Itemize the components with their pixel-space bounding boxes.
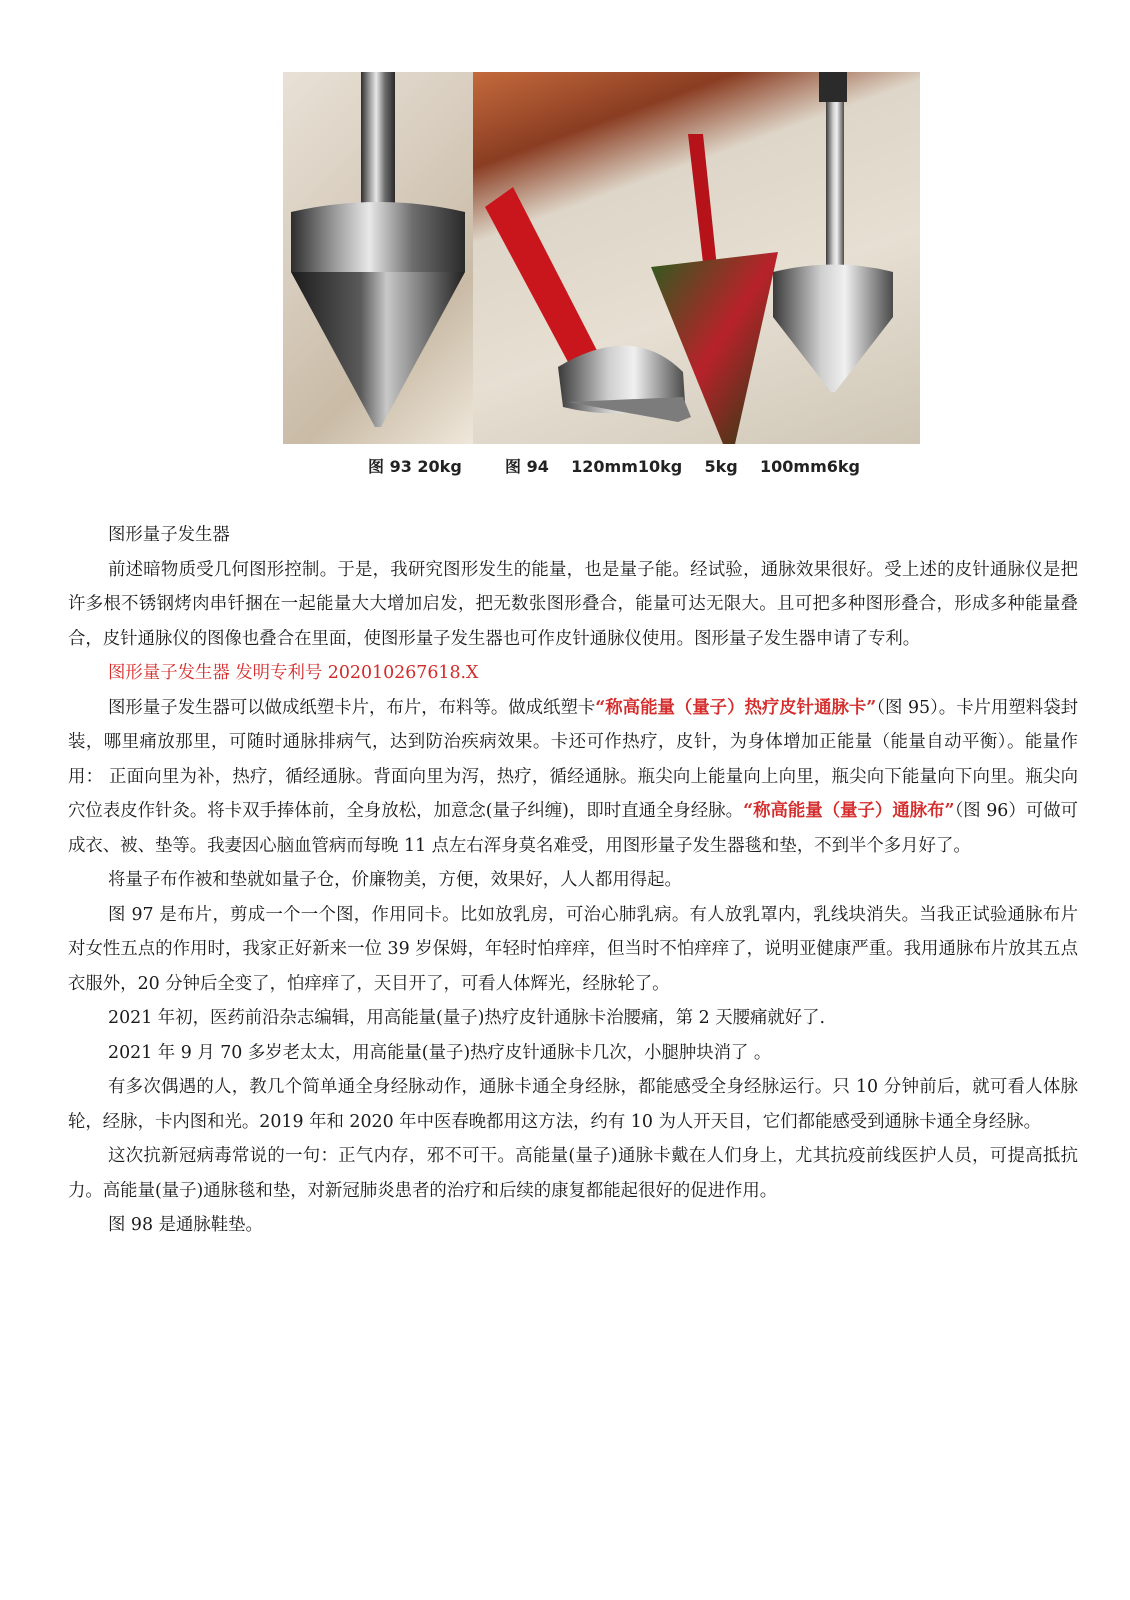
paragraph-9: 图 98 是通脉鞋垫。: [108, 1215, 263, 1235]
card-name-highlight: “称高能量（量子）热疗皮针通脉卡”: [595, 697, 877, 718]
cloth-name-highlight: “称高能量（量子）通脉布”: [743, 801, 955, 821]
paragraph-2-part-c: （图 95）。卡片用塑料袋封装，哪里痛放那里，可随时通脉排病气，达到防治疾病效果。卡还可作热疗，皮针，为身体增加正能量（能量自动平衡）。能量作用： 正面向里为补，热疗，循经通脉。背面向里为泻，热疗，循经通脉。瓶尖向上能量向上向里，瓶尖向下能量向下向里。瓶尖向穴位表皮作针灸。将卡双手捧体前，全身放松，加意念(量子纠缠)，即时直通全身经脉。: [68, 697, 1078, 821]
caption-figure-94: 图 94 120mm10kg 5kg 100mm6kg: [505, 457, 860, 476]
caption-figure-93: 图 93 20kg: [368, 457, 462, 476]
paragraph-2-part-e: （图 96）可做可成衣、被、垫等。我妻因心脑血管病而每晚 11 点左右浑身莫名难受，用图形量子发生器毯和垫，不到半个多月好了。: [68, 801, 1078, 856]
paragraph-4: 图 97 是布片，剪成一个一个图，作用同卡。比如放乳房，可治心肺乳病。有人放乳罩内，乳线块消失。当我正试验通脉布片对女性五点的作用时，我家正好新来一位 39 岁保姆，年轻时怕痒痒，但当时不怕痒痒了，说明亚健康严重。我用通脉布片放其五点衣服外，20 分钟后全变了，怕痒痒了，天目开了，可看人体辉光，经脉轮了。: [68, 904, 1078, 994]
article-body: [68, 518, 1078, 1243]
photo-figure-93: [283, 72, 473, 444]
paragraph-1: 前述暗物质受几何图形控制。于是，我研究图形发生的能量，也是量子能。经试验，通脉效果很好。受上述的皮针通脉仪是把许多根不锈钢烤肉串钎捆在一起能量大大增加启发，把无数张图形叠合，能量可达无限大。且可把多种图形叠合，形成多种能量叠合，皮针通脉仪的图像也叠合在里面，使图形量子发生器也可作皮针通脉仪使用。图形量子发生器申请了专利。: [68, 559, 1078, 649]
figure-photos: [283, 72, 920, 444]
paragraph-7: 有多次偶遇的人，教几个简单通全身经脉动作，通脉卡通全身经脉，都能感受全身经脉运行。只 10 分钟前后，就可看人体脉轮，经脉，卡内图和光。2019 年和 2020 年中医春晚都用这方法，约有 10 为人开天目，它们都能感受到通脉卡通全身经脉。: [68, 1077, 1078, 1132]
patent-line: 图形量子发生器 发明专利号 202010267618.X: [108, 663, 479, 683]
paragraph-2-part-a: 图形量子发生器可以做成纸塑卡片，布片，布料等。做成纸塑卡: [108, 697, 596, 718]
paragraph-8: 这次抗新冠病毒常说的一句：正气内存，邪不可干。高能量(量子)通脉卡戴在人们身上，尤其抗疫前线医护人员，可提高抵抗力。高能量(量子)通脉毯和垫，对新冠肺炎患者的治疗和后续的康复都能起很好的促进作用。: [68, 1146, 1078, 1201]
section-heading: 图形量子发生器: [108, 525, 230, 545]
paragraph-3: 将量子布作被和垫就如量子仓，价廉物美，方便，效果好，人人都用得起。: [108, 870, 682, 890]
photo-figure-94: [473, 72, 920, 444]
paragraph-5: 2021 年初，医药前沿杂志编辑，用高能量(量子)热疗皮针通脉卡治腰痛，第 2 天腰痛就好了.: [108, 1008, 826, 1028]
paragraph-2: [68, 691, 1078, 864]
paragraph-6: 2021 年 9 月 70 多岁老太太，用高能量(量子)热疗皮针通脉卡几次，小腿肿块消了 。: [108, 1042, 772, 1063]
